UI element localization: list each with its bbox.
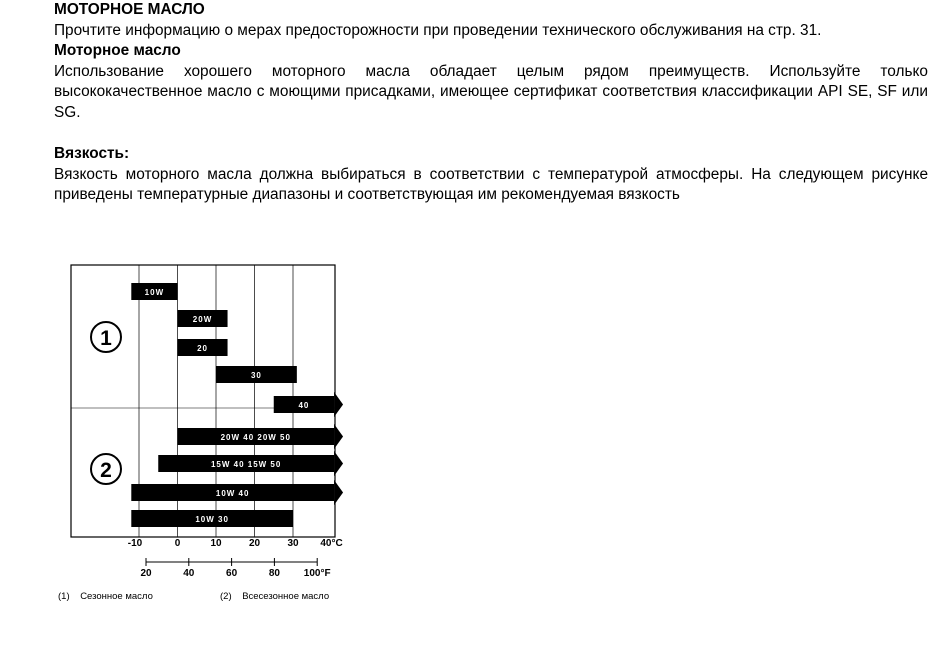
bar-15w-40-15w-50-label: 15W 40 15W 50 [210,460,282,469]
celsius-tick-40: 40°C [320,538,343,549]
bar-20-label: 20 [197,344,208,353]
celsius-tick--10: -10 [127,538,143,549]
fahrenheit-tick-60: 60 [226,568,238,579]
bar-20w-40-20w-50-arrow [334,424,343,449]
celsius-tick-0: 0 [174,538,181,549]
fahrenheit-tick-40: 40 [183,568,195,579]
bar-10w-30-label: 10W 30 [195,515,229,524]
fahrenheit-tick-20: 20 [140,568,152,579]
oil-paragraph: Использование хорошего моторного масла обладает целым рядом преимуществ. Используйте только высококачественное масло с моющими присадками, имеющее сертификат соответствия классификации API SE, SF или SG. [54,62,928,121]
bar-10w-40-label: 10W 40 [215,489,250,498]
bar-40-label: 40 [298,401,310,410]
viscosity-heading: Вязкость: [54,145,130,162]
bar-10w-40-arrow [334,480,343,505]
legend-2-text: Всесезонное масло [242,591,330,602]
legend-1-text: Сезонное масло [80,591,153,602]
bar-20w-label: 20W [192,315,213,324]
viscosity-chart-svg [60,262,360,582]
legend-item-multiseason [220,591,329,602]
bar-15w-40-15w-50-arrow [334,451,343,476]
intro-paragraph: Прочтите информацию о мерах предосторожности при проведении технического обслуживания на стр. 31. [54,21,822,39]
bar-10w-label: 10W [144,288,165,297]
viscosity-chart [60,262,360,587]
fahrenheit-tick-80: 80 [268,568,280,579]
bar-30-label: 30 [250,371,262,380]
legend-1-number: (1) [58,591,70,602]
group-2-label: 2 [100,459,112,482]
bar-20w-40-20w-50-label: 20W 40 20W 50 [220,433,291,442]
fahrenheit-tick-100: 100°F [303,568,331,579]
celsius-tick-30: 30 [287,538,299,549]
page-title: МОТОРНОЕ МАСЛО [54,1,205,18]
chart-axes [128,538,343,579]
bar-40-arrow [334,392,343,417]
viscosity-paragraph: Вязкость моторного масла должна выбираться в соответствии с температурой атмосферы. На следующем рисунке приведены температурные диапазоны и соответствующая им рекомендуемая вязкость [54,165,928,203]
section-subtitle: Моторное масло [54,42,181,59]
celsius-tick-20: 20 [248,538,261,549]
group-1-label: 1 [100,327,112,350]
legend-2-number: (2) [220,591,232,602]
chart-bars [131,283,343,527]
celsius-tick-10: 10 [210,538,222,549]
legend-item-seasonal [58,591,153,602]
text-block [54,0,928,206]
